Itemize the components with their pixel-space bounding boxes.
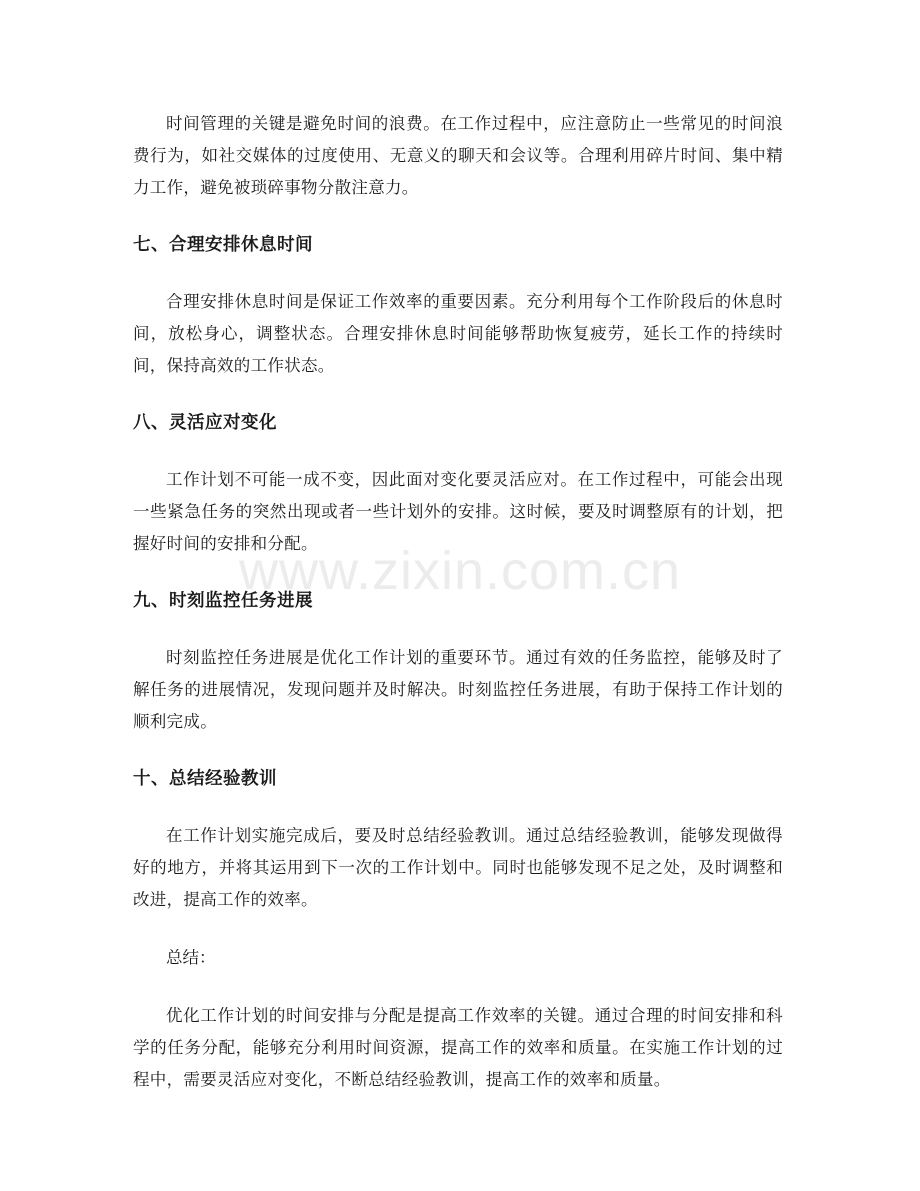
document-body xyxy=(133,108,783,1122)
section-paragraph-7: 合理安排休息时间是保证工作效率的重要因素。充分利用每个工作阶段后的休息时间，放松身心，调整状态。合理安排休息时间能够帮助恢复疲劳，延长工作的持续时间，保持高效的工作状态。 xyxy=(133,292,783,375)
section-heading-8: 八、灵活应对变化 xyxy=(133,413,277,433)
summary-paragraph: 优化工作计划的时间安排与分配是提高工作效率的关键。通过合理的时间安排和科学的任务分配，能够充分利用时间资源，提高工作的效率和质量。在实施工作计划的过程中，需要灵活应对变化，不断总结经验教训，提高工作的效率和质量。 xyxy=(133,1006,783,1089)
watermark: www.zixin.com.cn xyxy=(238,541,682,601)
section-paragraph-9: 时刻监控任务进展是优化工作计划的重要环节。通过有效的任务监控，能够及时了解任务的进展情况，发现问题并及时解决。时刻监控任务进展，有助于保持工作计划的顺利完成。 xyxy=(133,648,783,731)
intro-paragraph: 时间管理的关键是避免时间的浪费。在工作过程中，应注意防止一些常见的时间浪费行为，如社交媒体的过度使用、无意义的聊天和会议等。合理利用碎片时间、集中精力工作，避免被琐碎事物分散注意力。 xyxy=(133,114,783,197)
summary-label: 总结： xyxy=(166,948,216,967)
section-heading-10: 十、总结经验教训 xyxy=(133,769,277,789)
section-paragraph-8: 工作计划不可能一成不变，因此面对变化要灵活应对。在工作过程中，可能会出现一些紧急任务的突然出现或者一些计划外的安排。这时候，要及时调整原有的计划，把握好时间的安排和分配。 xyxy=(133,470,783,553)
section-heading-7: 七、合理安排休息时间 xyxy=(133,235,313,255)
section-paragraph-10: 在工作计划实施完成后，要及时总结经验教训。通过总结经验教训，能够发现做得好的地方，并将其运用到下一次的工作计划中。同时也能够发现不足之处，及时调整和改进，提高工作的效率。 xyxy=(133,826,783,909)
section-heading-9: 九、时刻监控任务进展 xyxy=(133,591,313,611)
